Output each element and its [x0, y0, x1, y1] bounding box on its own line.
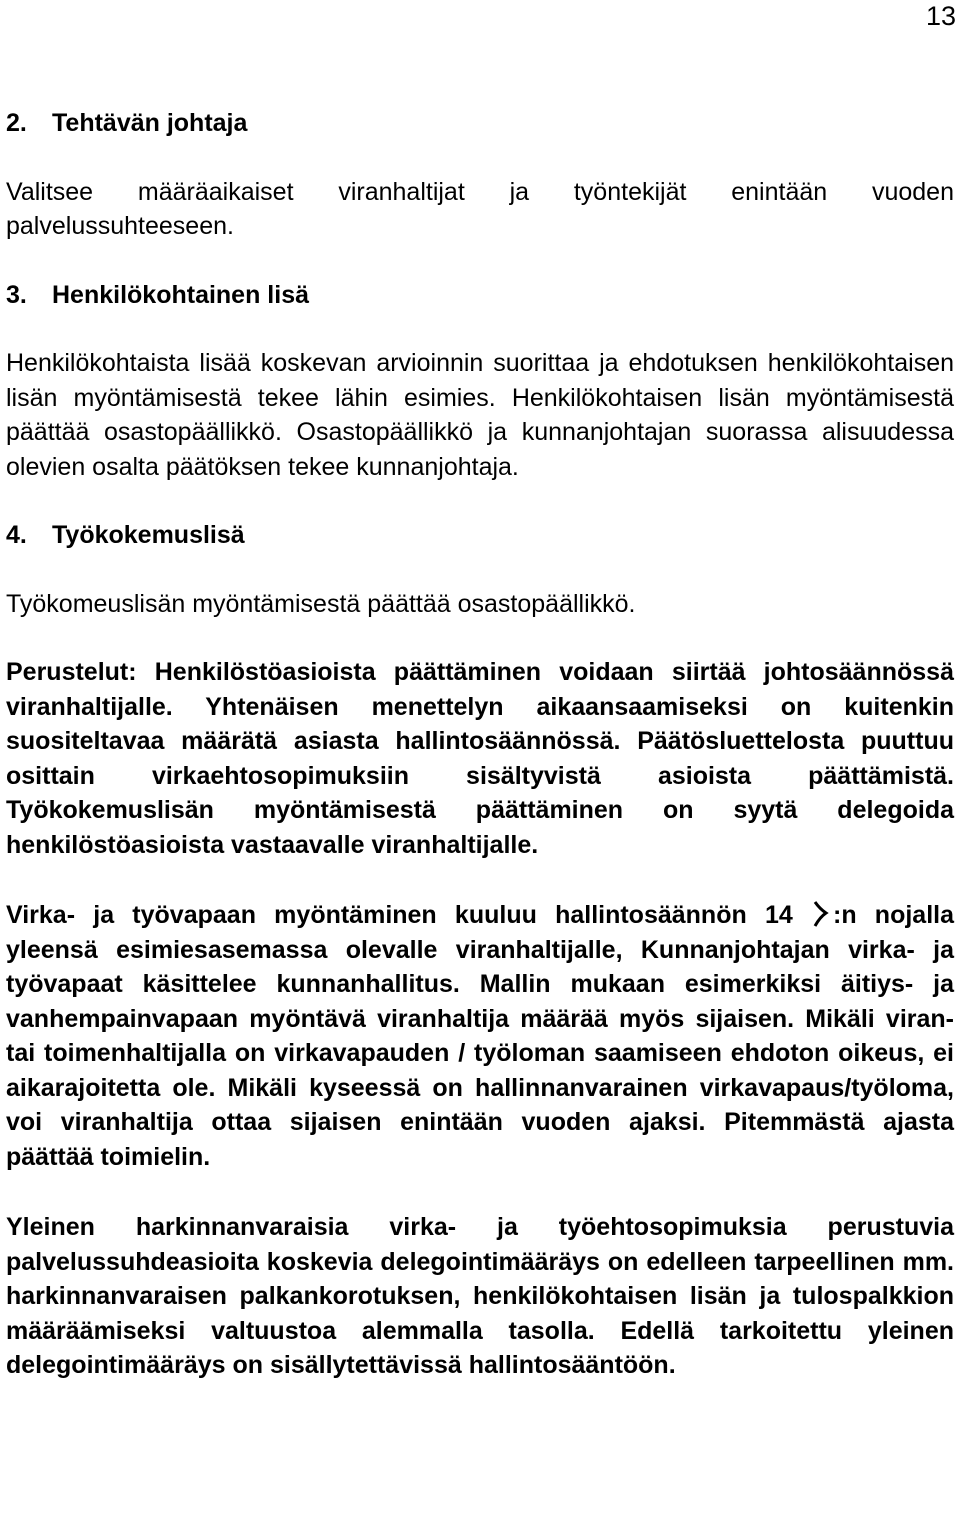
section-number: 3.	[6, 280, 27, 309]
yleinen-paragraph: Yleinen harkinnanvaraisia virka- ja työehtosopimuksia perustuvia palvelussuhdeasioita koskevia delegointimääräys on edelleen tarpeellinen mm. harkinnanvaraisen palkankorotuksen, henkilökohtaisen lisän ja tulospalkkion määräämiseksi valtuustoa alemmalla tasolla. Edellä tarkoitettu yleinen delegointimääräys on sisällytettävissä hallintosääntöön.	[6, 1213, 954, 1379]
virkavapaa-text-start: Virka- ja työvapaan myöntäminen kuuluu hallintosäännön 14	[6, 901, 793, 929]
section-text-4: Työkomeuslisän myöntämisestä päättää osastopäällikkö.	[6, 589, 636, 618]
section-heading-2	[6, 106, 954, 141]
page-number: 13	[925, 1, 956, 31]
section-heading-4	[6, 518, 954, 553]
virkavapaa-text-end: :n nojalla yleensä esimiesasemassa olevalle viranhaltijalle, Kunnanjohtajan virka- ja työvapaat käsittelee kunnanhallitus. Mallin mukaan esimerkiksi äitiys- ja vanhempainvapaan myöntävä viranhaltija määrää myös sijaisen. Mikäli viran- tai toimenhaltijalla on virkavapauden / työloman saamiseen ehdoton oikeus, ei aikarajoitetta ole. Mikäli kyseessä on hallinnanvarainen virkavapaus/työloma, voi viranhaltija ottaa sijaisen enintään vuoden ajaksi. Pitemmästä ajasta päättää toimielin.	[6, 901, 954, 1171]
section-text-2: Valitsee määräaikaiset viranhaltijat ja työntekijät enintään vuoden palvelussuhteeseen.	[6, 177, 954, 240]
section-number: 4.	[6, 521, 27, 549]
section-title: Tehtävän johtaja	[52, 109, 248, 137]
section-title: Henkilökohtainen lisä	[52, 280, 310, 309]
document-body	[6, 106, 954, 1383]
section-number: 2.	[6, 109, 27, 137]
section-title: Työkokemuslisä	[52, 521, 245, 549]
perustelut-paragraph: Perustelut: Henkilöstöasioista päättäminen voidaan siirtää johtosäännössä viranhaltijalle. Yhtenäisen menettelyn aikaansaamiseksi on kuitenkin suositeltavaa määrätä asiasta hallintosäännössä. Päätösluettelosta puuttuu osittain virkaehtosopimuksiin sisältyvistä asioista päättämistä. Työkokemuslisän myöntämisestä päättäminen on syytä delegoida henkilöstöasioista vastaavalle viranhaltijalle.	[6, 658, 954, 859]
section-symbol-icon	[811, 901, 833, 927]
virkavapaa-paragraph	[6, 898, 954, 1174]
section-text-3: Henkilökohtaista lisää koskevan arvioinnin suorittaa ja ehdotuksen henkilökohtaisen lisän myöntämisestä tekee lähin esimies. Henkilökohtaisen lisän myöntämisestä päättää osastopäällikkö. Osastopäällikkö ja kunnanjohtajan suorassa alisuudessa olevien osalta päätöksen tekee kunnanjohtaja.	[6, 349, 954, 481]
section-heading-3	[6, 278, 954, 313]
